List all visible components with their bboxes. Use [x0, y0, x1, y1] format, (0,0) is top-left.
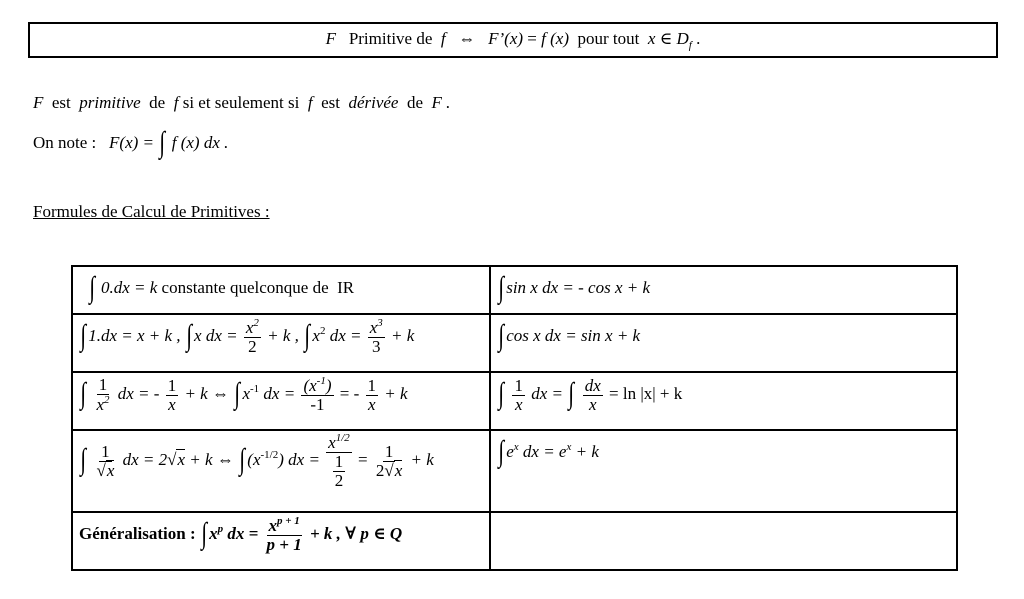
notation-sentence: On note : F(x) = ∫ f (x) dx . [33, 126, 229, 159]
table-row [72, 512, 957, 570]
table-cell: ∫ $\frac{1}{x}$ dx = ∫ $\frac{dx}{x}$ = ln |x| + k [490, 372, 957, 430]
table-cell: ∫ cos x dx = sin x + k [490, 314, 957, 372]
table-cell: ∫ $e^x$ dx = $e^x + k$ [490, 430, 957, 512]
integral-symbol: ∫ [80, 443, 86, 477]
integral-symbol: ∫ [80, 377, 86, 410]
integral-symbol: ∫ [80, 319, 86, 352]
integral-symbol: ∫ [304, 319, 311, 352]
table-cell: Généralisation : ∫ $x^p$ dx = $\frac{x^{p + 1}}{p + 1}$ + k , ∀ p ∈ Q [72, 512, 490, 570]
integral-symbol: ∫ [201, 517, 207, 550]
table-row [72, 372, 957, 430]
table-cell: ∫ 1.dx = x + k , ∫ x dx = $\frac{x^2}{2}$ + k , ∫ $x^2$ dx = $\frac{x^3}{3}$ + k [72, 314, 490, 372]
table-cell: ∫ 0.dx = k constante quelconque de IR [72, 266, 490, 314]
integral-symbol: ∫ [498, 435, 504, 468]
integral-symbol: ∫ [498, 319, 504, 352]
primitive-definition-sentence: F est primitive de f si et seulement si f est dérivée de F . [33, 93, 451, 112]
primitives-table [71, 265, 958, 571]
table-cell: ∫ $\frac{1}{x^2}$ dx = - $\frac{1}{x}$ + k ⇔ ∫ $x^{-1}$ dx = $\frac{(x^{-1})}{-1}$ = - $\frac{1}{x}$ + k [72, 372, 490, 430]
integral-symbol: ∫ [568, 377, 575, 410]
table-row [72, 266, 957, 314]
integral-symbol: ∫ [234, 377, 241, 410]
integral-symbol: ∫ [186, 319, 192, 352]
integral-symbol: ∫ [498, 377, 504, 410]
definition-box [28, 22, 998, 58]
table-row [72, 314, 957, 372]
integral-symbol: ∫ [498, 271, 504, 304]
table-cell: ∫ sin x dx = - cos x + k [490, 266, 957, 314]
table-row [72, 430, 957, 512]
integral-symbol: ∫ [239, 443, 246, 477]
table-cell: ∫ $\frac{1}{√x}$ dx = 2√x + k ⇔ ∫ $(x^{-1/2})$ dx = $\frac{x^{1/2}}{\frac{1}{2}}$ = $\frac{1}{2√x}$ + k [72, 430, 490, 512]
definition-formula: F Primitive de f ⇔ F’(x) = f (x) pour tout x ∈ $D_f$ . [325, 28, 701, 52]
generalisation-label: Généralisation : [79, 524, 196, 543]
table-cell-empty [490, 512, 957, 570]
integral-symbol: ∫ [159, 126, 166, 159]
integral-symbol: ∫ [88, 271, 95, 304]
section-title: Formules de Calcul de Primitives : [33, 202, 270, 221]
